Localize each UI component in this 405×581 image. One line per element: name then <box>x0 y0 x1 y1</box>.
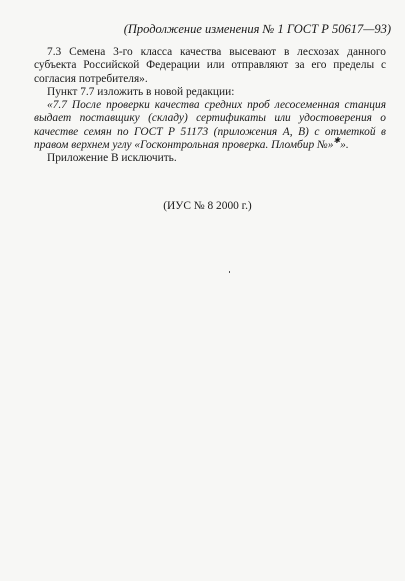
scan-speck <box>229 271 230 273</box>
stamp-mark-icon: ✱ <box>333 136 341 146</box>
continuation-header: (Продолжение изменения № 1 ГОСТ Р 50617—93) <box>123 22 391 36</box>
document-body <box>34 46 386 166</box>
source-reference: (ИУС № 8 2000 г.) <box>163 200 252 212</box>
paragraph-instruction: Пункт 7.7 изложить в новой редакции: <box>47 85 235 98</box>
paragraph-7-7 <box>34 99 386 152</box>
paragraph-appendix: Приложение В исключить. <box>47 152 177 165</box>
paragraph-7-7-suffix: ». <box>340 139 349 152</box>
paragraph-7-7-text: «7.7 После проверки качества средних проб лесосеменная станция выдает поставщику (складу) сертификаты или удостоверения о качестве семян по ГОСТ Р 51173 (приложения А, В) с отметкой в правом верхнем углу «Госконтрольная проверка. Пломбир №» <box>34 99 386 152</box>
paragraph-7-3: 7.3 Семена 3-го класса качества высевают в лесхозах данного субъекта Российской Федерации или отправляют за его пределы с согласия потребителя». <box>34 46 386 85</box>
